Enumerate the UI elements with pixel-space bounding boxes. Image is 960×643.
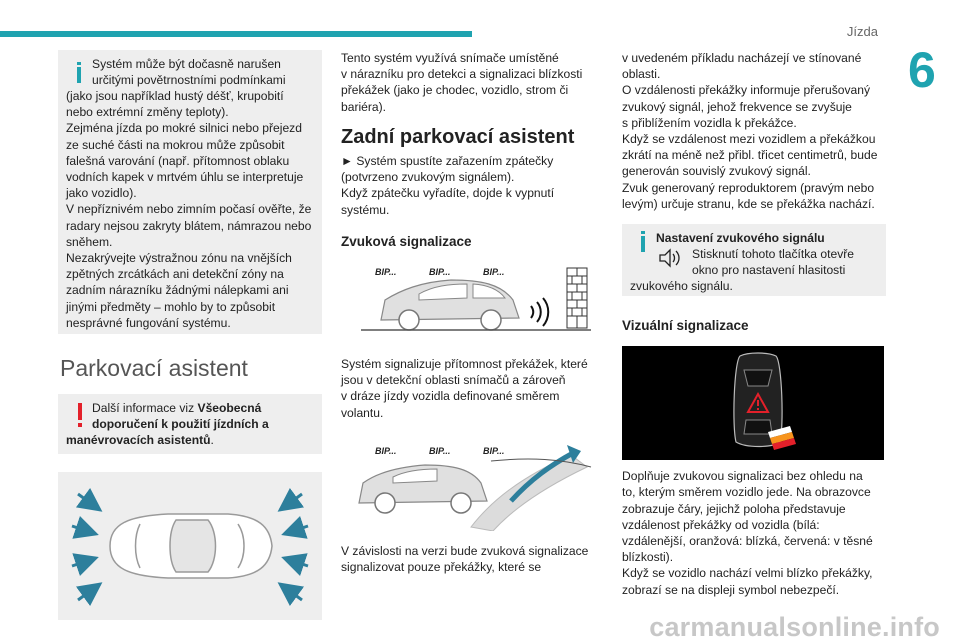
right-text2-5: blízkosti). [622, 550, 674, 565]
info-line-0: Systém může být dočasně narušen [92, 57, 281, 71]
warning-icon [70, 402, 90, 428]
right-text1-5: Když se vzdálenost mezi vozidlem a překážkou [622, 132, 876, 147]
warning-bold-1: Všeobecná [197, 401, 262, 416]
sound-line-0: Systém signalizuje přítomnost překážek, které [341, 357, 588, 372]
settings-title: Nastavení zvukového signálu [656, 231, 825, 246]
info-line-14: zadním nárazníku žádnými nálepkami ani [66, 283, 289, 298]
info-icon [68, 61, 90, 83]
warning-suffix: . [210, 433, 214, 448]
warning-line-3 [66, 432, 214, 448]
activation-line-2: Když zpátečku vyřadíte, dojde k vypnutí [341, 186, 555, 201]
right-column [622, 50, 886, 598]
visual-display-figure [622, 346, 884, 460]
info-line-6: falešná varování (např. přítomnost oblaku [66, 153, 290, 168]
visual-signal-heading: Vizuální signalizace [622, 318, 749, 334]
info-line-12: Nezakrývejte výstražnou zónu na vnějších [66, 251, 292, 266]
right-text1-1: oblasti. [622, 67, 661, 82]
bottom-line-0: V závislosti na verzi bude zvuková signalizace [341, 543, 589, 558]
info-line-4: Zejména jízda po mokré silnici nebo přejezd [66, 121, 302, 136]
right-text1-2: O vzdálenosti překážky informuje přerušovaný [622, 83, 871, 98]
sound-figure-1 [341, 260, 597, 342]
right-text2-6: Když se vozidlo nachází velmi blízko překážky, [622, 566, 873, 581]
warning-prefix: Další informace viz [92, 401, 198, 416]
info-line-10: radary nejsou zakryty blátem, námrazou nebo [66, 218, 312, 233]
middle-column [341, 50, 597, 575]
info-line-7: vodních kapek v mrtvém úhlu se interpretuje [66, 170, 304, 185]
right-text2-1: to, kterým směrem vozidlo jede. Na obrazovce [622, 485, 871, 500]
car-turning-illustration [341, 431, 597, 531]
settings-info-box [622, 224, 886, 278]
right-text1-7: generován souvislý zvukový signál. [622, 164, 811, 179]
parking-display-illustration [622, 346, 884, 460]
right-text1-9: levým) určuje stranu, kde se překážka nachází. [622, 196, 875, 211]
car-top-view-illustration [58, 472, 322, 620]
bip-label-4: BIP... [375, 445, 397, 456]
rear-parking-title: Zadní parkovací asistent [341, 125, 575, 148]
warning-line-1 [92, 400, 261, 416]
right-text2-4: vzdálenější, oranžová: blízká, červená: v těsné [622, 534, 873, 549]
info-line-11: sněhem. [66, 234, 113, 249]
car-sensors-figure [58, 472, 322, 620]
info-line-3: nebo extrémní změny teploty). [66, 105, 229, 120]
intro-line-1: v nárazníku pro detekci a signalizaci blízkosti [341, 67, 583, 82]
warning-line-2: doporučení k použití jízdních a [92, 417, 269, 432]
info-body [66, 88, 316, 331]
running-head: Jízda [846, 24, 878, 39]
settings-line-2: zvukového signálu. [630, 279, 733, 294]
right-text2-0: Doplňuje zvukovou signalizaci bez ohledu na [622, 469, 863, 484]
info-line-13: zpětných zrcátkách ani detekční zóny na [66, 267, 284, 282]
right-text2-3: vzdálenost překážky od vozidla (bílá: [622, 517, 820, 532]
bip-label-1: BIP... [375, 267, 397, 278]
sound-line-3: volantu. [341, 405, 384, 420]
activation-line-0: ► Systém spustíte zařazením zpátečky [341, 154, 554, 169]
chapter-number: 6 [908, 42, 936, 98]
right-text1-0: v uvedeném příkladu nacházejí ve stínované [622, 51, 862, 65]
warning-bold-3: manévrovacích asistentů [66, 433, 211, 448]
right-text1-3: zvukový signál, jehož frekvence se zvyšuje [622, 99, 852, 114]
sound-signal-heading: Zvuková signalizace [341, 233, 472, 249]
info-line-2: (jako jsou například hustý déšť, krupobití [66, 89, 284, 103]
left-column [58, 50, 322, 620]
info-line-9: V nepříznivém nebo zimním počasí ověřte, že [66, 202, 312, 217]
intro-line-0: Tento systém využívá snímače umístěné [341, 51, 559, 65]
info-line-8: jako vozidlo). [66, 186, 137, 201]
right-text1-6: zkrátí na méně než přibl. třicet centimetrů, bude [622, 148, 878, 163]
intro-line-3: bariéra). [341, 99, 387, 114]
right-text2-7: zobrazí se na displeji symbol nebezpečí. [622, 582, 840, 597]
settings-line-0: Stisknutí tohoto tlačítka otevře [692, 247, 855, 262]
section-title-parking: Parkovací asistent [60, 355, 248, 381]
bip-label-5: BIP... [429, 445, 451, 456]
bip-label-6: BIP... [483, 445, 505, 456]
settings-line-1: okno pro nastavení hlasitosti [692, 263, 846, 278]
info-line-1: určitými povětrnostními podmínkami [92, 73, 286, 87]
activation-line-3: systému. [341, 202, 390, 217]
car-side-illustration [341, 260, 597, 342]
right-text2-2: zobrazuje čáry, jejichž poloha představuje [622, 501, 846, 516]
bip-label-3: BIP... [483, 267, 505, 278]
bottom-line-1: signalizovat pouze překážky, které se [341, 560, 542, 575]
info-line-15: jinými předměty – mohlo by to způsobit [66, 299, 276, 314]
intro-line-2: překážek (jako je chodec, vozidlo, strom či [341, 83, 569, 98]
sound-line-2: v dráze jízdy vozidla definované směrem [341, 389, 560, 404]
watermark: carmanualsonline.info [649, 612, 940, 642]
sound-line-1: jsou v detekční oblasti snímačů a zároveň [341, 373, 566, 388]
warning-box [58, 394, 322, 454]
info-icon [632, 230, 654, 252]
activation-line-1: (potvrzeno zvukovým signálem). [341, 170, 515, 185]
right-text1-8: Zvuk generovaný reproduktorem (pravým nebo [622, 180, 875, 195]
right-text1-4: s přiblížením vozidla k překážce. [622, 115, 797, 130]
info-line-16: nesprávné fungování systému. [66, 315, 231, 330]
bip-label-2: BIP... [429, 267, 451, 278]
info-box-weather [58, 50, 322, 334]
speaker-icon [658, 248, 684, 268]
header-accent-bar [0, 31, 472, 37]
settings-info-box-cont [622, 278, 886, 296]
info-line-5: ze suché části na mokrou může způsobit [66, 137, 285, 152]
sound-figure-2 [341, 431, 597, 531]
